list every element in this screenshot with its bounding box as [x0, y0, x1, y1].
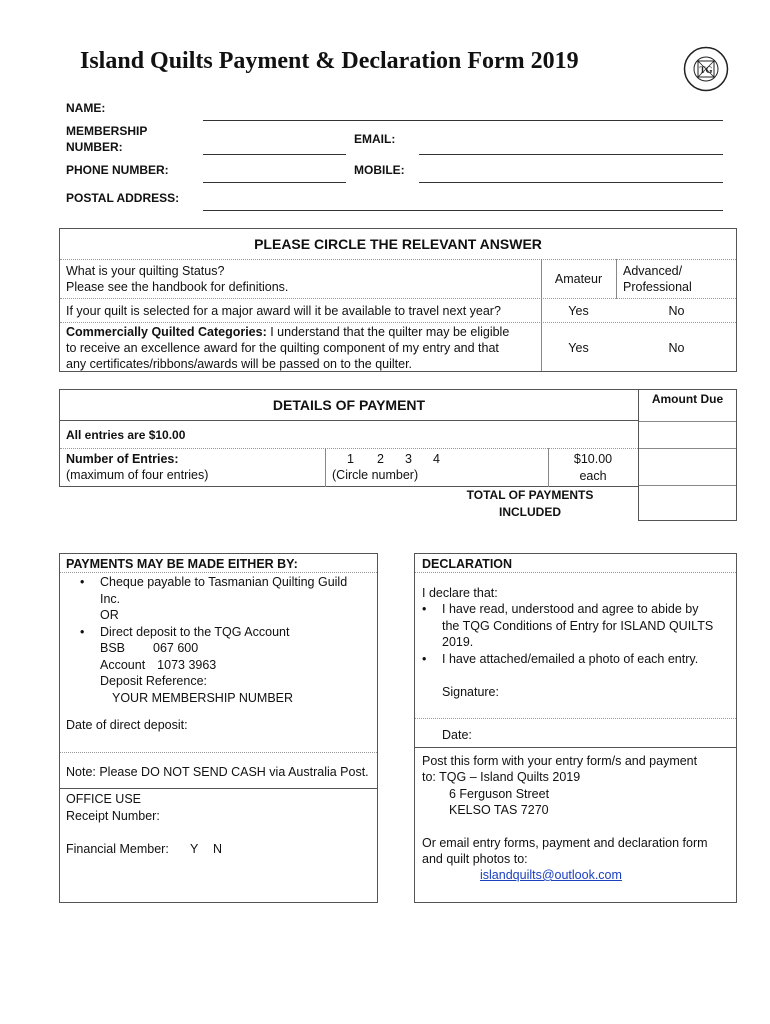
entry-count-3[interactable]: 3: [405, 452, 412, 466]
amateur-option[interactable]: Amateur: [554, 272, 603, 286]
total-payments-label-line2: INCLUDED: [499, 505, 561, 519]
quilting-status-question: What is your quilting Status?: [66, 264, 225, 278]
signature-label: Signature:: [442, 685, 499, 699]
membership-label-line2: NUMBER:: [66, 140, 123, 154]
membership-label-line1: MEMBERSHIP: [66, 124, 148, 138]
email-instructions-line1: Or email entry forms, payment and declaration form: [422, 836, 708, 850]
row-divider: [639, 485, 736, 486]
row-divider: [60, 322, 736, 323]
column-divider: [325, 448, 326, 487]
cheque-text-line2: Inc.: [100, 591, 121, 606]
travel-no-option[interactable]: No: [668, 304, 685, 318]
direct-deposit-option: [72, 624, 347, 707]
date-label: Date:: [442, 728, 472, 742]
membership-number-field[interactable]: [203, 154, 346, 155]
row-divider: [415, 572, 736, 573]
max-entries-note: (maximum of four entries): [66, 468, 209, 482]
commercial-yes-option[interactable]: Yes: [568, 341, 589, 355]
cheque-option: [72, 574, 347, 624]
commercial-category-label: Commercially Quilted Categories:: [66, 325, 267, 339]
email-link[interactable]: islandquilts@outlook.com: [480, 868, 622, 882]
deposit-reference-label: Deposit Reference:: [100, 674, 208, 688]
travel-yes-option[interactable]: Yes: [568, 304, 589, 318]
or-text: OR: [100, 608, 119, 622]
declaration-item2-text: • I have attached/emailed a photo of each entry.: [442, 651, 699, 666]
bsb-value: 067 600: [153, 641, 199, 655]
row-divider: [639, 448, 736, 449]
entry-count-1[interactable]: 1: [347, 452, 354, 466]
account-value: 1073 3963: [157, 657, 217, 672]
row-divider: [60, 298, 736, 299]
amount-due-label: Amount Due: [651, 392, 724, 406]
commercial-text-line2: to receive an excellence award for the quilting component of my entry and that: [66, 341, 499, 355]
financial-member-label: Financial Member:: [66, 842, 169, 856]
price-each-label: each: [579, 469, 607, 483]
quilting-status-hint: Please see the handbook for definitions.: [66, 280, 289, 294]
address-town: KELSO TAS 7270: [449, 803, 549, 817]
declaration-item1-line1: • I have read, understood and agree to abide by: [442, 602, 699, 616]
receipt-number-label: Receipt Number:: [66, 809, 160, 823]
mobile-field[interactable]: [419, 182, 723, 183]
phone-label: PHONE NUMBER:: [66, 163, 169, 177]
post-instructions-line2: to: TQG – Island Quilts 2019: [422, 770, 581, 784]
phone-field[interactable]: [203, 182, 346, 183]
declaration-item1-line3: 2019.: [442, 635, 474, 649]
payment-methods-list: [72, 574, 347, 706]
mobile-label: MOBILE:: [354, 163, 405, 177]
seal-center-text: TG: [699, 65, 713, 75]
row-divider: [60, 788, 377, 789]
row-divider: [639, 421, 736, 422]
travel-question: If your quilt is selected for a major award will it be available to travel next year?: [66, 304, 501, 318]
email-field[interactable]: [419, 154, 723, 155]
commercial-no-option[interactable]: No: [668, 341, 685, 355]
row-divider: [415, 747, 736, 748]
financial-member-yes[interactable]: Y: [190, 842, 199, 856]
commercial-text-line3: any certificates/ribbons/awards will be passed on to the quilter.: [66, 357, 413, 371]
row-divider: [60, 572, 377, 573]
declaration-list: [414, 601, 713, 667]
date-of-deposit-label: Date of direct deposit:: [66, 718, 188, 732]
entry-count-4[interactable]: 4: [433, 452, 440, 466]
financial-member-no[interactable]: N: [213, 842, 223, 856]
row-divider: [60, 752, 377, 753]
declaration-item-photo: [414, 651, 713, 668]
guild-seal-logo: [683, 46, 729, 92]
cheque-text-line1: • Cheque payable to Tasmanian Quilting Guild: [100, 575, 348, 589]
page-title: Island Quilts Payment & Declaration Form 2019: [80, 48, 579, 74]
bsb-label: BSB: [100, 641, 126, 655]
circle-answer-heading: PLEASE CIRCLE THE RELEVANT ANSWER: [254, 236, 542, 252]
row-divider: [60, 448, 638, 449]
commercial-text-line1: I understand that the quilter may be eligible: [266, 325, 510, 339]
payment-heading: DETAILS OF PAYMENT: [272, 397, 426, 413]
no-cash-note: Note: Please DO NOT SEND CASH via Australia Post.: [66, 765, 369, 779]
postal-address-field[interactable]: [203, 210, 723, 211]
email-instructions-line2: and quilt photos to:: [422, 852, 528, 866]
payment-methods-heading: PAYMENTS MAY BE MADE EITHER BY:: [66, 557, 298, 571]
total-payments-label-line1: TOTAL OF PAYMENTS: [466, 488, 594, 502]
column-divider: [616, 259, 617, 299]
address-street: 6 Ferguson Street: [449, 787, 550, 801]
declaration-intro: I declare that:: [422, 586, 498, 600]
deposit-reference-value: YOUR MEMBERSHIP NUMBER: [112, 690, 294, 705]
post-instructions-line1: Post this form with your entry form/s and payment: [422, 754, 698, 768]
declaration-item-conditions: [414, 601, 713, 651]
advanced-option-line1[interactable]: Advanced/: [623, 264, 683, 278]
name-label: NAME:: [66, 101, 106, 115]
declaration-item1-line2: the TQG Conditions of Entry for ISLAND QUILTS: [442, 618, 714, 633]
row-divider: [60, 259, 736, 260]
email-label: EMAIL:: [354, 132, 396, 146]
price-per-entry: $10.00: [573, 452, 613, 466]
circle-number-note: (Circle number): [332, 468, 419, 482]
office-use-label: OFFICE USE: [66, 792, 142, 806]
postal-address-label: POSTAL ADDRESS:: [66, 191, 180, 205]
declaration-heading: DECLARATION: [422, 557, 513, 571]
amount-due-column: [638, 389, 737, 521]
all-entries-text: All entries are $10.00: [66, 428, 186, 442]
account-label: Account: [100, 657, 146, 672]
name-field[interactable]: [203, 120, 723, 121]
advanced-option-line2[interactable]: Professional: [623, 280, 692, 294]
direct-deposit-text: • Direct deposit to the TQG Account: [100, 624, 290, 639]
entry-count-2[interactable]: 2: [377, 452, 384, 466]
number-of-entries-label: Number of Entries:: [66, 452, 179, 466]
row-divider: [415, 718, 736, 719]
